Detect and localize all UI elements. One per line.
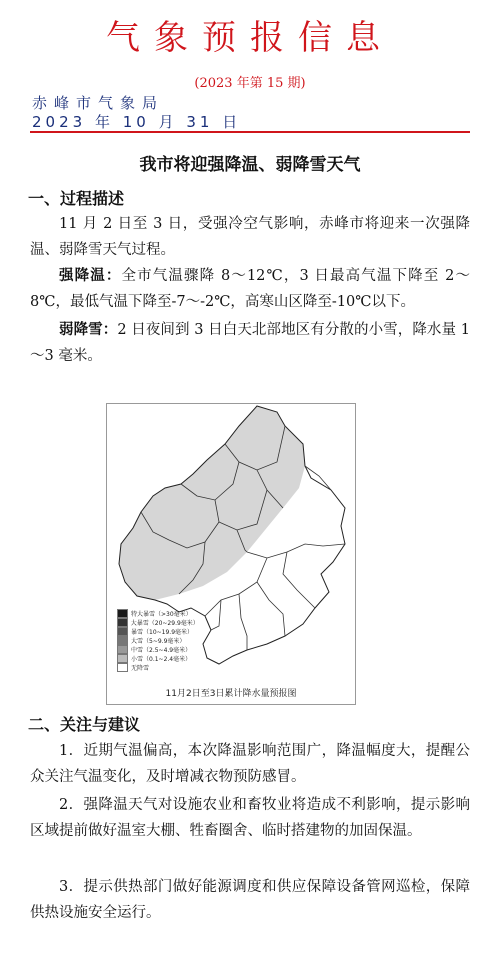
legend-label: 大暴雪（20~29.9毫米）	[130, 620, 199, 627]
issue-date: 2023 年 10 月 31 日	[32, 113, 242, 131]
legend-swatch	[117, 627, 128, 636]
legend-row	[117, 627, 197, 636]
legend-row	[117, 645, 197, 654]
map-legend	[117, 609, 197, 672]
section1-title: 一、过程描述	[28, 189, 125, 208]
legend-label: 小雪（0.1~2.4毫米）	[131, 656, 192, 663]
legend-swatch	[117, 654, 128, 663]
advice-item-3: 3．提示供热部门做好能源调度和供应保障设备管网巡检，保障供热设施安全运行。	[30, 879, 470, 921]
snowfall-shaded-area	[119, 406, 305, 600]
legend-label: 暴雪（10~19.9毫米）	[131, 629, 194, 636]
precipitation-map-figure	[106, 403, 356, 705]
advice-item-1: 1．近期气温偏高，本次降温影响范围广，降温幅度大，提醒公众关注气温变化，及时增减衣物预防感冒。	[30, 743, 470, 785]
headline: 我市将迎强降温、弱降雪天气	[139, 155, 361, 175]
issue-number: (2023 年第 15 期)	[194, 76, 306, 91]
figure-caption: 11月2日至3日累计降水量预报图	[165, 689, 297, 699]
legend-row	[117, 636, 197, 645]
issuing-organization: 赤峰市气象局	[32, 94, 165, 112]
strong-cooling-label: 强降温：	[59, 267, 122, 284]
legend-row	[117, 663, 197, 672]
strong-cooling-text: 全市气温骤降 8～12℃，3 日最高气温下降至 2～8℃，最低气温下降至-7～-2℃，高寒山区降至-10℃以下。	[30, 268, 470, 310]
section1-paragraph-3	[30, 317, 470, 369]
legend-row	[117, 618, 197, 627]
section2-title: 二、关注与建议	[28, 715, 141, 734]
advice-item-2: 2．强降温天气对设施农业和畜牧业将造成不利影响，提示影响区域提前做好温室大棚、牲畜圈舍、临时搭建物的加固保温。	[30, 797, 470, 839]
legend-swatch	[117, 618, 128, 627]
section1-paragraph-2	[30, 263, 470, 315]
legend-row	[117, 609, 197, 618]
light-snow-label: 弱降雪：	[59, 321, 118, 338]
doc-title: 气象预报信息	[106, 18, 394, 58]
legend-swatch	[117, 609, 128, 618]
legend-label: 无降雪	[131, 665, 150, 672]
legend-label: 特大暴雪（>30毫米）	[131, 611, 192, 618]
section1-paragraph-1: 11 月 2 日至 3 日，受强冷空气影响，赤峰市将迎来一次强降温、弱降雪天气过程。	[30, 216, 470, 258]
legend-label: 中雪（2.5~4.9毫米）	[131, 647, 192, 654]
legend-swatch	[117, 645, 128, 654]
legend-swatch	[117, 663, 128, 672]
legend-row	[117, 654, 197, 663]
legend-label: 大雪（5~9.9毫米）	[131, 638, 186, 645]
legend-swatch	[117, 636, 128, 645]
header-divider	[30, 131, 470, 133]
light-snow-text: 2 日夜间到 3 日白天北部地区有分散的小雪，降水量 1～3 毫米。	[30, 322, 470, 364]
